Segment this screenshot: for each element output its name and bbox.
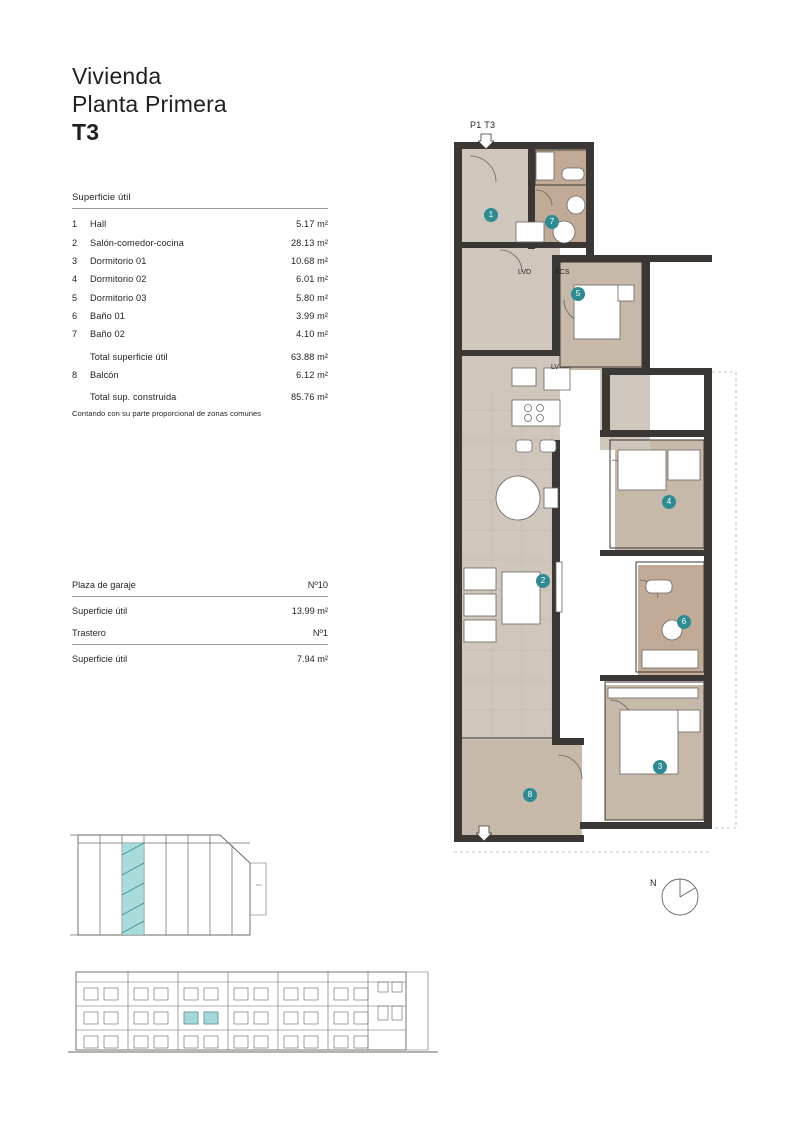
storage-area-row xyxy=(72,645,328,664)
row-value: 5.80 m² xyxy=(296,292,328,303)
garage-area-row xyxy=(72,597,328,616)
row-number: 6 xyxy=(72,311,78,322)
garage-header xyxy=(72,580,328,597)
compass-label-n: N xyxy=(650,878,657,888)
total-util-row xyxy=(72,344,328,366)
areas-table xyxy=(72,192,328,418)
garage-area-label: Superficie útil xyxy=(72,606,128,616)
row-value: 10.68 m² xyxy=(290,255,328,266)
table-row xyxy=(72,215,328,233)
row-number: 4 xyxy=(72,274,78,285)
total-util-label: Total superficie útil xyxy=(90,351,168,362)
room-badge-7[interactable]: 7 xyxy=(545,215,559,229)
row-name: Dormitorio 01 xyxy=(90,255,147,266)
title-line-2: Planta Primera xyxy=(72,91,227,117)
row-number: 8 xyxy=(72,370,78,380)
compass xyxy=(650,872,720,922)
row-value: 6.12 m² xyxy=(296,370,328,380)
table-row xyxy=(72,270,328,288)
areas-note: Contando con su parte proporcional de zonas comunes xyxy=(72,409,262,419)
appliance-label-lvd: LVD xyxy=(518,269,532,276)
room-badge-3[interactable]: 3 xyxy=(653,760,667,774)
areas-table-header: Superficie útil xyxy=(72,192,328,209)
room-badge-1[interactable]: 1 xyxy=(484,208,498,222)
compass-icon xyxy=(650,872,710,922)
storage-area-label: Superficie útil xyxy=(72,654,128,664)
entry-label: P1 T3 xyxy=(470,120,496,130)
extras-table xyxy=(72,580,328,664)
row-value: 5.17 m² xyxy=(296,219,328,230)
total-built-label: Total sup. construida xyxy=(90,392,177,403)
row-name: Dormitorio 02 xyxy=(90,274,147,285)
garage-label: Plaza de garaje xyxy=(72,580,136,590)
garage-value: Nº10 xyxy=(307,580,328,590)
storage-area-value: 7.94 m² xyxy=(296,654,328,664)
row-name: Salón-comedor-cocina xyxy=(90,237,184,248)
exit-arrow-icon xyxy=(476,824,492,842)
storage-value: Nº1 xyxy=(312,628,328,638)
row-number: 5 xyxy=(72,292,78,303)
row-name: Baño 01 xyxy=(90,311,125,322)
table-row xyxy=(72,233,328,251)
room-badge-8[interactable]: 8 xyxy=(523,788,537,802)
row-value: 4.10 m² xyxy=(296,329,328,340)
building-elevation-drawing xyxy=(68,960,438,1055)
table-row xyxy=(72,366,328,384)
storage-label: Trastero xyxy=(72,628,106,638)
table-row xyxy=(72,307,328,325)
row-value: 3.99 m² xyxy=(296,311,328,322)
appliance-label-acs: ACS xyxy=(555,269,570,276)
row-number: 7 xyxy=(72,329,78,340)
row-number: 2 xyxy=(72,237,78,248)
site-key-plan xyxy=(70,815,290,955)
table-row xyxy=(72,252,328,270)
table-row xyxy=(72,325,328,343)
entry-arrow-icon xyxy=(478,132,494,150)
row-value: 28.13 m² xyxy=(290,237,328,248)
title-line-3: T3 xyxy=(72,119,100,145)
room-badge-6[interactable]: 6 xyxy=(677,615,691,629)
row-name: Hall xyxy=(90,219,107,230)
building-elevation xyxy=(68,960,438,1055)
total-built-value: 85.76 m² xyxy=(290,392,328,403)
storage-header xyxy=(72,628,328,645)
row-value: 6.01 m² xyxy=(296,274,328,285)
row-name: Baño 02 xyxy=(90,329,125,340)
total-util-value: 63.88 m² xyxy=(290,351,328,362)
garage-area-value: 13.99 m² xyxy=(291,606,328,616)
room-badge-2[interactable]: 2 xyxy=(536,574,550,588)
title-line-1: Vivienda xyxy=(72,63,162,89)
page-title xyxy=(72,62,372,146)
appliance-label-lv: LV xyxy=(551,364,560,371)
row-name: Balcón xyxy=(90,370,119,380)
row-number: 1 xyxy=(72,219,78,230)
floor-plan-drawing xyxy=(440,110,740,870)
room-badge-5[interactable]: 5 xyxy=(571,287,585,301)
site-key-plan-drawing xyxy=(70,815,290,955)
table-row xyxy=(72,289,328,307)
row-number: 3 xyxy=(72,255,78,266)
total-built-row xyxy=(72,384,328,406)
floor-plan xyxy=(440,110,740,870)
room-badge-4[interactable]: 4 xyxy=(662,495,676,509)
row-name: Dormitorio 03 xyxy=(90,292,147,303)
